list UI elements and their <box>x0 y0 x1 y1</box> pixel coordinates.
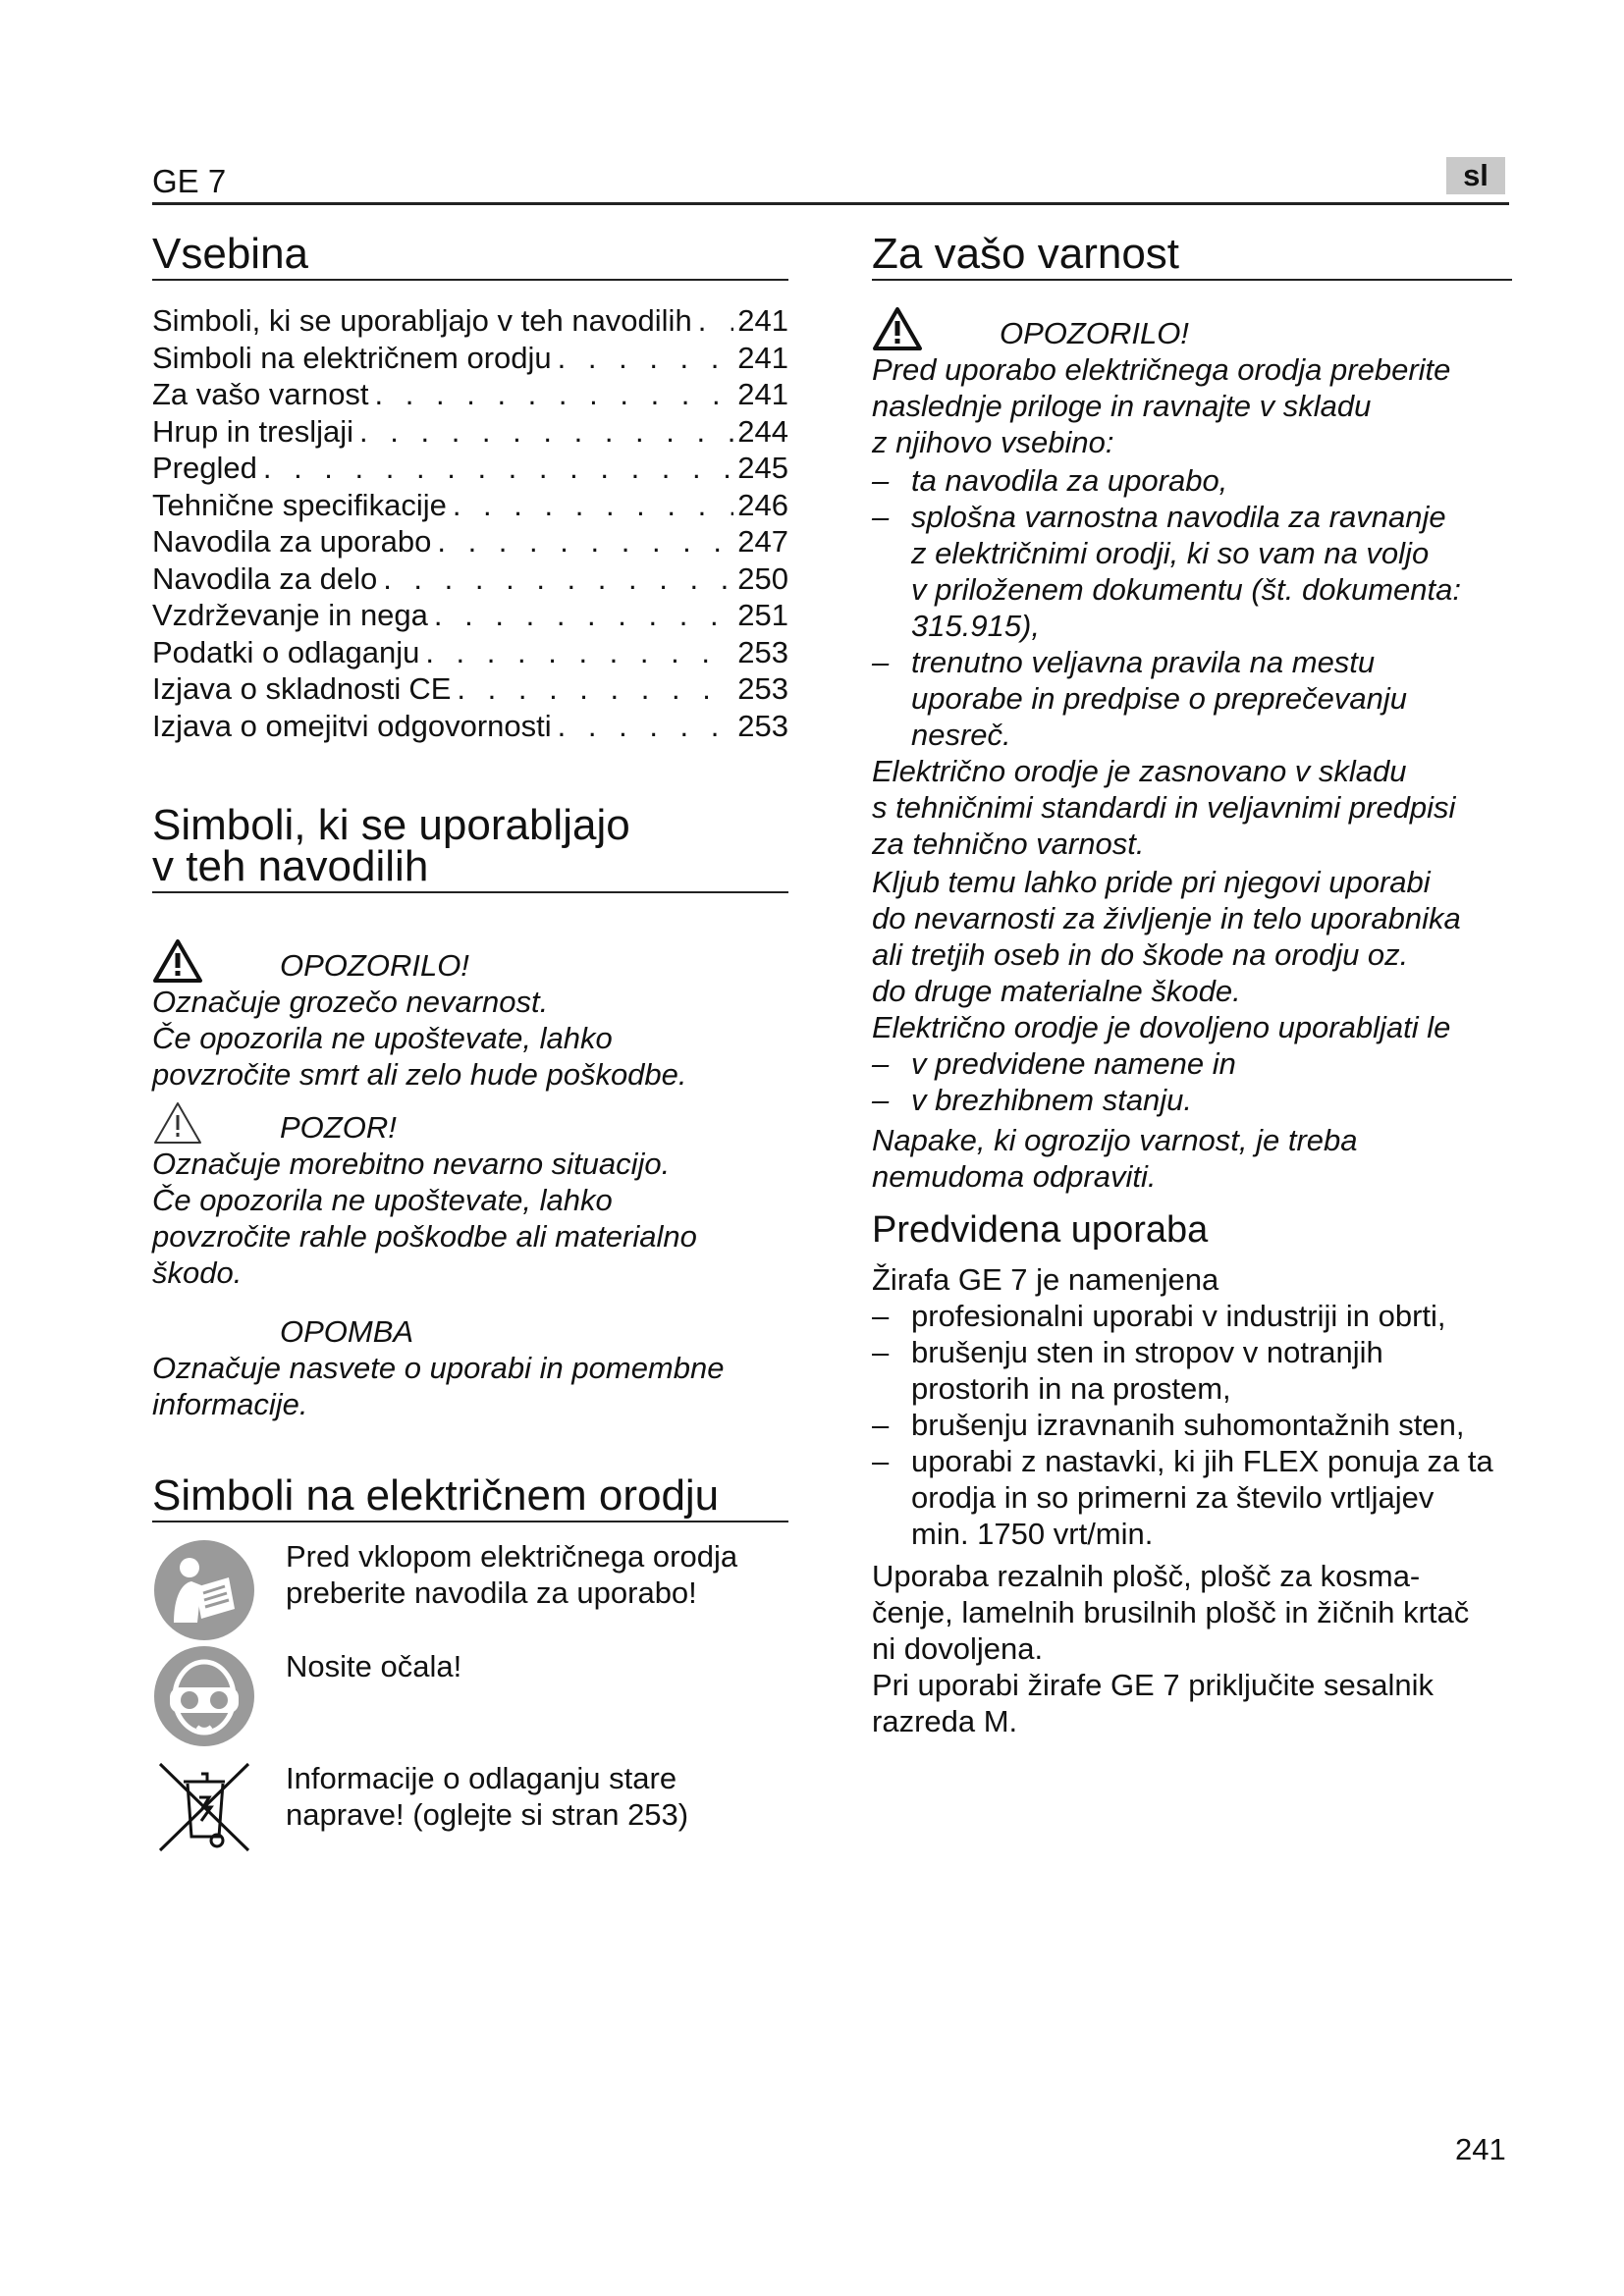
warning-triangle-icon <box>152 938 203 984</box>
info-note <box>152 1307 788 1422</box>
safety-p3: Električno orodje je dovoljeno uporabljati le <box>872 1010 1451 1044</box>
safety-title: Za vašo varnost <box>872 234 1512 281</box>
warning-label: OPOZORILO! <box>280 948 469 983</box>
toc-entry-page: 241 <box>737 377 788 411</box>
safety-intro-2: naslednje priloge in ravnajte v skladu <box>872 389 1372 423</box>
safety-p4-2: nemudoma odpraviti. <box>872 1159 1157 1194</box>
intended-use-intro: Žirafa GE 7 je namenjena <box>872 1262 1219 1297</box>
safety-p2-3: ali tretjih oseb in do škode na orodju oz. <box>872 937 1409 972</box>
intended-use-list <box>872 1298 1512 1552</box>
caution-triangle-icon <box>152 1100 203 1146</box>
toc-leader <box>428 597 733 634</box>
toc-entry <box>152 708 788 745</box>
toc-entry-label: Podatki o odlaganju <box>152 634 420 669</box>
toc-entry-label: Izjava o omejitvi odgovornosti <box>152 708 552 743</box>
manual-symbols-title-line2: v teh navodilih <box>152 842 429 890</box>
list-item: – trenutno veljavna pravila na mestu uporabe in predpise o preprečevanju nesreč. <box>872 644 1512 753</box>
list-item: – brušenju izravnanih suhomontažnih sten, <box>872 1407 1512 1443</box>
toc-entry <box>152 340 788 377</box>
toc-entry-page: 247 <box>737 524 788 559</box>
right-column <box>872 230 1512 1739</box>
toc-entry <box>152 597 788 634</box>
safety-conditions-list <box>872 1045 1512 1118</box>
intended-use-title: Predvidena uporaba <box>872 1209 1209 1251</box>
toc-entry <box>152 302 788 340</box>
toc-leader <box>377 561 733 598</box>
symbol-row-manual <box>152 1538 788 1642</box>
toc-leader <box>447 487 733 524</box>
safety-p1-1: Električno orodje je zasnovano v skladu <box>872 754 1407 788</box>
safety-goggles-icon <box>152 1644 256 1748</box>
toc-leader <box>431 523 733 561</box>
caution-text-2: Če opozorila ne upoštevate, lahko <box>152 1183 613 1217</box>
toc-entry-page: 253 <box>737 634 788 669</box>
toc-entry-label: Navodila za delo <box>152 561 378 596</box>
warning-text-1: Označuje grozečo nevarnost. <box>152 985 549 1019</box>
toc-entry <box>152 670 788 708</box>
toc-list <box>152 302 788 744</box>
toc-entry-page: 244 <box>737 413 788 449</box>
crossed-bin-icon <box>152 1752 256 1856</box>
symbol-disposal-line1: Informacije o odlaganju stare <box>286 1761 677 1795</box>
intended-use-p2-2: razreda M. <box>872 1704 1018 1738</box>
toc-entry-label: Navodila za uporabo <box>152 524 432 559</box>
caution-text-3: povzročite rahle poškodbe ali materialno <box>152 1219 697 1254</box>
note-label: OPOMBA <box>280 1314 414 1349</box>
read-manual-icon <box>152 1538 256 1642</box>
toc-entry <box>152 376 788 413</box>
safety-warning-head <box>872 308 1512 351</box>
list-item: – v brezhibnem stanju. <box>872 1082 1512 1118</box>
intended-use-p1-2: čenje, lamelnih brusilnih plošč in žičnih krtač <box>872 1595 1470 1629</box>
safety-p1-2: s tehničnimi standardi in veljavnimi predpisi <box>872 790 1456 825</box>
toc-entry-label: Izjava o skladnosti <box>152 671 402 706</box>
safety-intro-1: Pred uporabo električnega orodja preberite <box>872 352 1451 387</box>
safety-p2-1: Kljub temu lahko pride pri njegovi uporabi <box>872 865 1431 899</box>
toc-entry <box>152 413 788 451</box>
symbol-disposal-line2: naprave! (oglejte si stran 253) <box>286 1797 689 1832</box>
symbol-manual-line2: preberite navodila za uporabo! <box>286 1575 697 1610</box>
safety-section <box>872 230 1512 1195</box>
tool-symbols-section <box>152 1471 788 1856</box>
caution-text-1: Označuje morebitno nevarno situacijo. <box>152 1147 671 1181</box>
toc-entry <box>152 634 788 671</box>
toc-entry-page: 245 <box>737 451 788 485</box>
toc-entry-label: Hrup in tresljaji <box>152 413 354 449</box>
intended-use-p2-1: Pri uporabi žirafe GE 7 priključite sesalnik <box>872 1668 1435 1702</box>
list-item: – brušenju sten in stropov v notranjih prostorih in na prostem, <box>872 1334 1512 1407</box>
safety-warning-label: OPOZORILO! <box>1000 316 1189 350</box>
toc-entry-page: 241 <box>737 303 788 338</box>
toc-entry-label: Tehnične specifikacije <box>152 487 447 522</box>
list-item: – ta navodila za uporabo, <box>872 462 1512 499</box>
page-number: 241 <box>1455 2132 1506 2166</box>
warning-text-3: povzročite smrt ali zelo hude poškodbe. <box>152 1057 687 1092</box>
toc-entry-page: 251 <box>737 598 788 632</box>
toc-leader <box>552 708 734 745</box>
toc-leader <box>257 450 733 487</box>
toc-entry-label: Simboli na električnem orodju <box>152 340 552 375</box>
manual-symbols-section <box>152 801 788 1422</box>
toc-entry <box>152 487 788 524</box>
note-text-1: Označuje nasvete o uporabi in pomembne <box>152 1351 725 1385</box>
toc-entry <box>152 450 788 487</box>
toc-entry <box>152 561 788 598</box>
intended-use-p1-1: Uporaba rezalnih plošč, plošč za kosma- <box>872 1559 1421 1593</box>
toc-entry-page: 246 <box>737 487 788 522</box>
header-divider <box>152 202 1509 205</box>
ce-mark-icon: CE <box>408 671 452 706</box>
toc-entry-label: Vzdrževanje in nega <box>152 598 428 632</box>
list-item: – v predvidene namene in <box>872 1045 1512 1082</box>
caution-note <box>152 1102 788 1291</box>
list-item: – splošna varnostna navodila za ravnanje z električnimi orodji, ki so vam na voljo v priloženem dokumentu (št. dokumenta: 315.915), <box>872 499 1512 644</box>
symbol-manual-line1: Pred vklopom električnega orodja <box>286 1539 738 1574</box>
toc-entry-label: Za vašo varnost <box>152 377 369 411</box>
intended-use-p1-3: ni dovoljena. <box>872 1631 1044 1666</box>
toc-entry <box>152 523 788 561</box>
note-text-2: informacije. <box>152 1387 308 1421</box>
safety-intro-3: z njihovo vsebino: <box>872 425 1114 459</box>
list-item: – uporabi z nastavki, ki jih FLEX ponuja za ta orodja in so primerni za število vrtljajev min. 1750 vrt/min. <box>872 1443 1512 1552</box>
toc-entry-label: Simboli, ki se uporabljajo v teh navodilih <box>152 303 692 338</box>
manual-symbols-title-line1: Simboli, ki se uporabljajo <box>152 801 630 849</box>
warning-triangle-icon <box>872 306 923 351</box>
symbol-goggles-line1: Nosite očala! <box>286 1649 462 1683</box>
list-item: – profesionalni uporabi v industriji in obrti, <box>872 1298 1512 1334</box>
toc-leader <box>353 413 733 451</box>
symbol-row-goggles <box>152 1644 788 1748</box>
toc-entry-label: Pregled <box>152 451 257 485</box>
toc-leader <box>451 670 733 708</box>
warning-text-2: Če opozorila ne upoštevate, lahko <box>152 1021 613 1055</box>
intended-use-section <box>872 1208 1512 1739</box>
toc-entry-page: 250 <box>737 561 788 596</box>
warning-note <box>152 940 788 1093</box>
tool-symbols-title: Simboli na električnem orodju <box>152 1475 788 1522</box>
toc-leader <box>552 340 734 377</box>
manual-symbols-title <box>152 801 788 893</box>
toc-leader <box>369 376 734 413</box>
toc-leader <box>692 302 734 340</box>
symbol-row-disposal <box>152 1752 788 1856</box>
language-badge: sl <box>1446 157 1505 194</box>
toc-leader <box>419 634 733 671</box>
safety-document-list <box>872 462 1512 753</box>
toc-section <box>152 230 788 744</box>
toc-entry-page: 253 <box>737 671 788 706</box>
safety-p1-3: za tehnično varnost. <box>872 827 1145 861</box>
header-model: GE 7 <box>152 163 227 199</box>
toc-title: Vsebina <box>152 234 788 281</box>
safety-p2-4: do druge materialne škode. <box>872 974 1241 1008</box>
safety-p2-2: do nevarnosti za življenje in telo uporabnika <box>872 901 1461 935</box>
left-column <box>152 230 788 1856</box>
toc-entry-page: 241 <box>737 340 788 375</box>
caution-text-4: škodo. <box>152 1255 243 1290</box>
caution-label: POZOR! <box>280 1110 397 1145</box>
safety-p4-1: Napake, ki ogrozijo varnost, je treba <box>872 1123 1358 1157</box>
toc-entry-page: 253 <box>737 708 788 743</box>
